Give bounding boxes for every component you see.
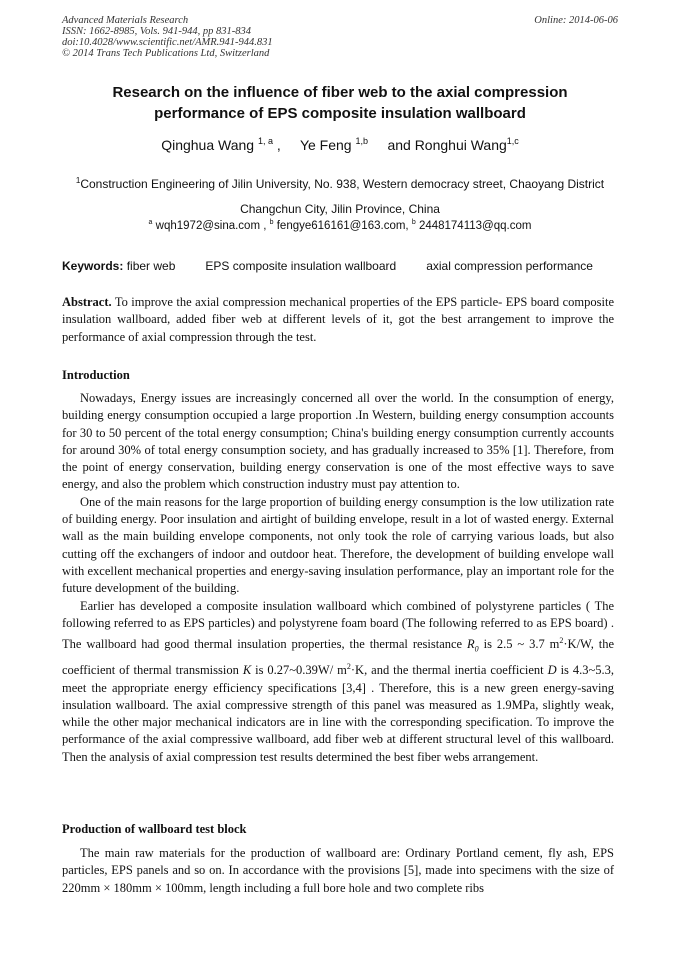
author-3-affil: 1,c	[506, 136, 519, 146]
issn-line: ISSN: 1662-8985, Vols. 941-944, pp 831-834	[62, 26, 251, 37]
author-separator: ,	[276, 137, 281, 153]
paragraph: Nowadays, Energy issues are increasingly concerned all over the world. In the consumption of energy, building energy consumption occupied a large proportion .In Western, building energy consumption accounts for 30 to 50 percent of the total energy consumption; China's building energy consumption currently accounts for around 30% of total energy consumption society, and has gradually increased to 35% [1]. Therefore, from the point of energy conservation, building energy conservation is one of the most effective ways to save energy, and also the problem which construction industry must pay attention to.	[62, 391, 614, 492]
paper-title	[62, 82, 618, 124]
email-separator: ,	[260, 220, 267, 232]
affiliation	[62, 168, 618, 222]
keyword-item: axial compression performance	[426, 259, 593, 273]
abstract-label: Abstract.	[62, 295, 112, 309]
introduction-body	[62, 390, 614, 766]
author-3: and Ronghui Wang	[387, 137, 507, 153]
author-2-affil: 1,b	[355, 136, 368, 146]
var-d: D	[547, 663, 557, 678]
keyword-item: fiber web	[126, 259, 176, 273]
paragraph: One of the main reasons for the large proportion of building energy consumption is the low utilization rate of building energy. Poor insulation and airtight of building envelope, result in a lot of wasted energy. External wall as the main building envelope components, not only took the role of carrying various loads, but also cutting off the exchangers of indoor and outdoor heat. Therefore, the development of building envelope wall with excellent mechanical properties and energy-saving insulation performance, play an important role for the future development of the building.	[62, 494, 614, 596]
keywords-label: Keywords:	[62, 259, 124, 273]
journal-name: Advanced Materials Research	[62, 15, 189, 26]
email-c[interactable]: 2448174113@qq.com	[418, 220, 532, 232]
keyword-item: EPS composite insulation wallboard	[205, 259, 397, 273]
author-1-affil: 1, a	[257, 136, 273, 146]
superscript: 2	[346, 662, 351, 672]
online-date: Online: 2014-06-06	[534, 15, 618, 26]
text-run: is 2.5 ~ 3.7 m	[478, 637, 560, 652]
text-run: Earlier has developed a composite insulation wallboard which combined of polystyrene particles ( The following referred to as EPS particles) and polystyrene foam board (The following referred to as EPS board) . The wallboard had good thermal insulation properties, the thermal resistance	[62, 598, 614, 652]
affiliation-text-1: Construction Engineering of Jilin University, No. 938, Western democracy street, Chaoyang District	[80, 177, 605, 191]
section-heading-production: Production of wallboard test block	[62, 822, 247, 836]
affiliation-line-2: Changchun City, Jilin Province, China	[240, 202, 440, 216]
paragraph: The main raw materials for the production of wallboard are: Ordinary Portland cement, fly ash, EPS particles, EPS panels and so on. In accordance with the provisions [5], made into specimens with the size of 220mm × 180mm × 100mm, length including a full bore hole and two complete ribs	[62, 846, 614, 895]
abstract-paragraph	[62, 294, 614, 346]
affiliation-line-1	[62, 168, 618, 197]
copyright-line: © 2014 Trans Tech Publications Ltd, Switzerland	[62, 48, 270, 59]
text-run: is 4.3~5.3, meet the appropriate energy efficiency specifications [3,4] . Therefore, this is a new green energy-saving insulation wallboard. The axial compressive strength of this panel was measured as 1.9MPa, slightly weak, while the other major mechanical indicators are in line with the corresponding specification. To improve the performance of the axial compressive wallboard, add fiber web at different structural level of this wallboard. Then the analysis of axial compression test results determined the best fiber webs arrangement.	[62, 663, 614, 764]
var-r: R	[467, 637, 475, 652]
paragraph	[62, 598, 614, 766]
journal-header	[62, 15, 618, 59]
superscript: 2	[559, 636, 564, 646]
author-2: Ye Feng	[299, 137, 352, 153]
author-1: Qinghua Wang	[161, 137, 255, 153]
var-k: K	[242, 663, 252, 678]
doi-line[interactable]: doi:10.4028/www.scientific.net/AMR.941-944.831	[62, 37, 273, 48]
var-r-sub: 0	[474, 644, 479, 654]
text-run: is 0.27~0.39W/ m	[251, 663, 347, 678]
author-list	[62, 136, 618, 153]
keywords	[62, 259, 618, 273]
text-run: ·K/W, the coefficient of thermal transmission	[62, 637, 615, 678]
abstract-text: To improve the axial compression mechanical properties of the EPS particle- EPS board composite insulation wallboard, added fiber web at different levels of it, got the best arrangement to improve the performance of axial compression through the test.	[62, 295, 614, 344]
email-a-marker: a	[148, 219, 153, 226]
email-line	[62, 219, 618, 232]
affiliation-marker: 1	[75, 176, 81, 185]
email-a[interactable]: wqh1972@sina.com	[155, 220, 261, 232]
title-line-2: performance of EPS composite insulation wallboard	[154, 105, 526, 122]
abstract	[62, 294, 614, 346]
email-c-marker: b	[411, 219, 416, 226]
production-body	[62, 845, 614, 897]
email-b-marker: b	[269, 219, 274, 226]
section-heading-introduction: Introduction	[62, 368, 130, 382]
title-line-1: Research on the influence of fiber web to the axial compression	[112, 84, 568, 101]
text-run: ·K, and the thermal inertia coefficient	[350, 663, 548, 678]
email-b[interactable]: fengye616161@163.com,	[276, 220, 409, 232]
